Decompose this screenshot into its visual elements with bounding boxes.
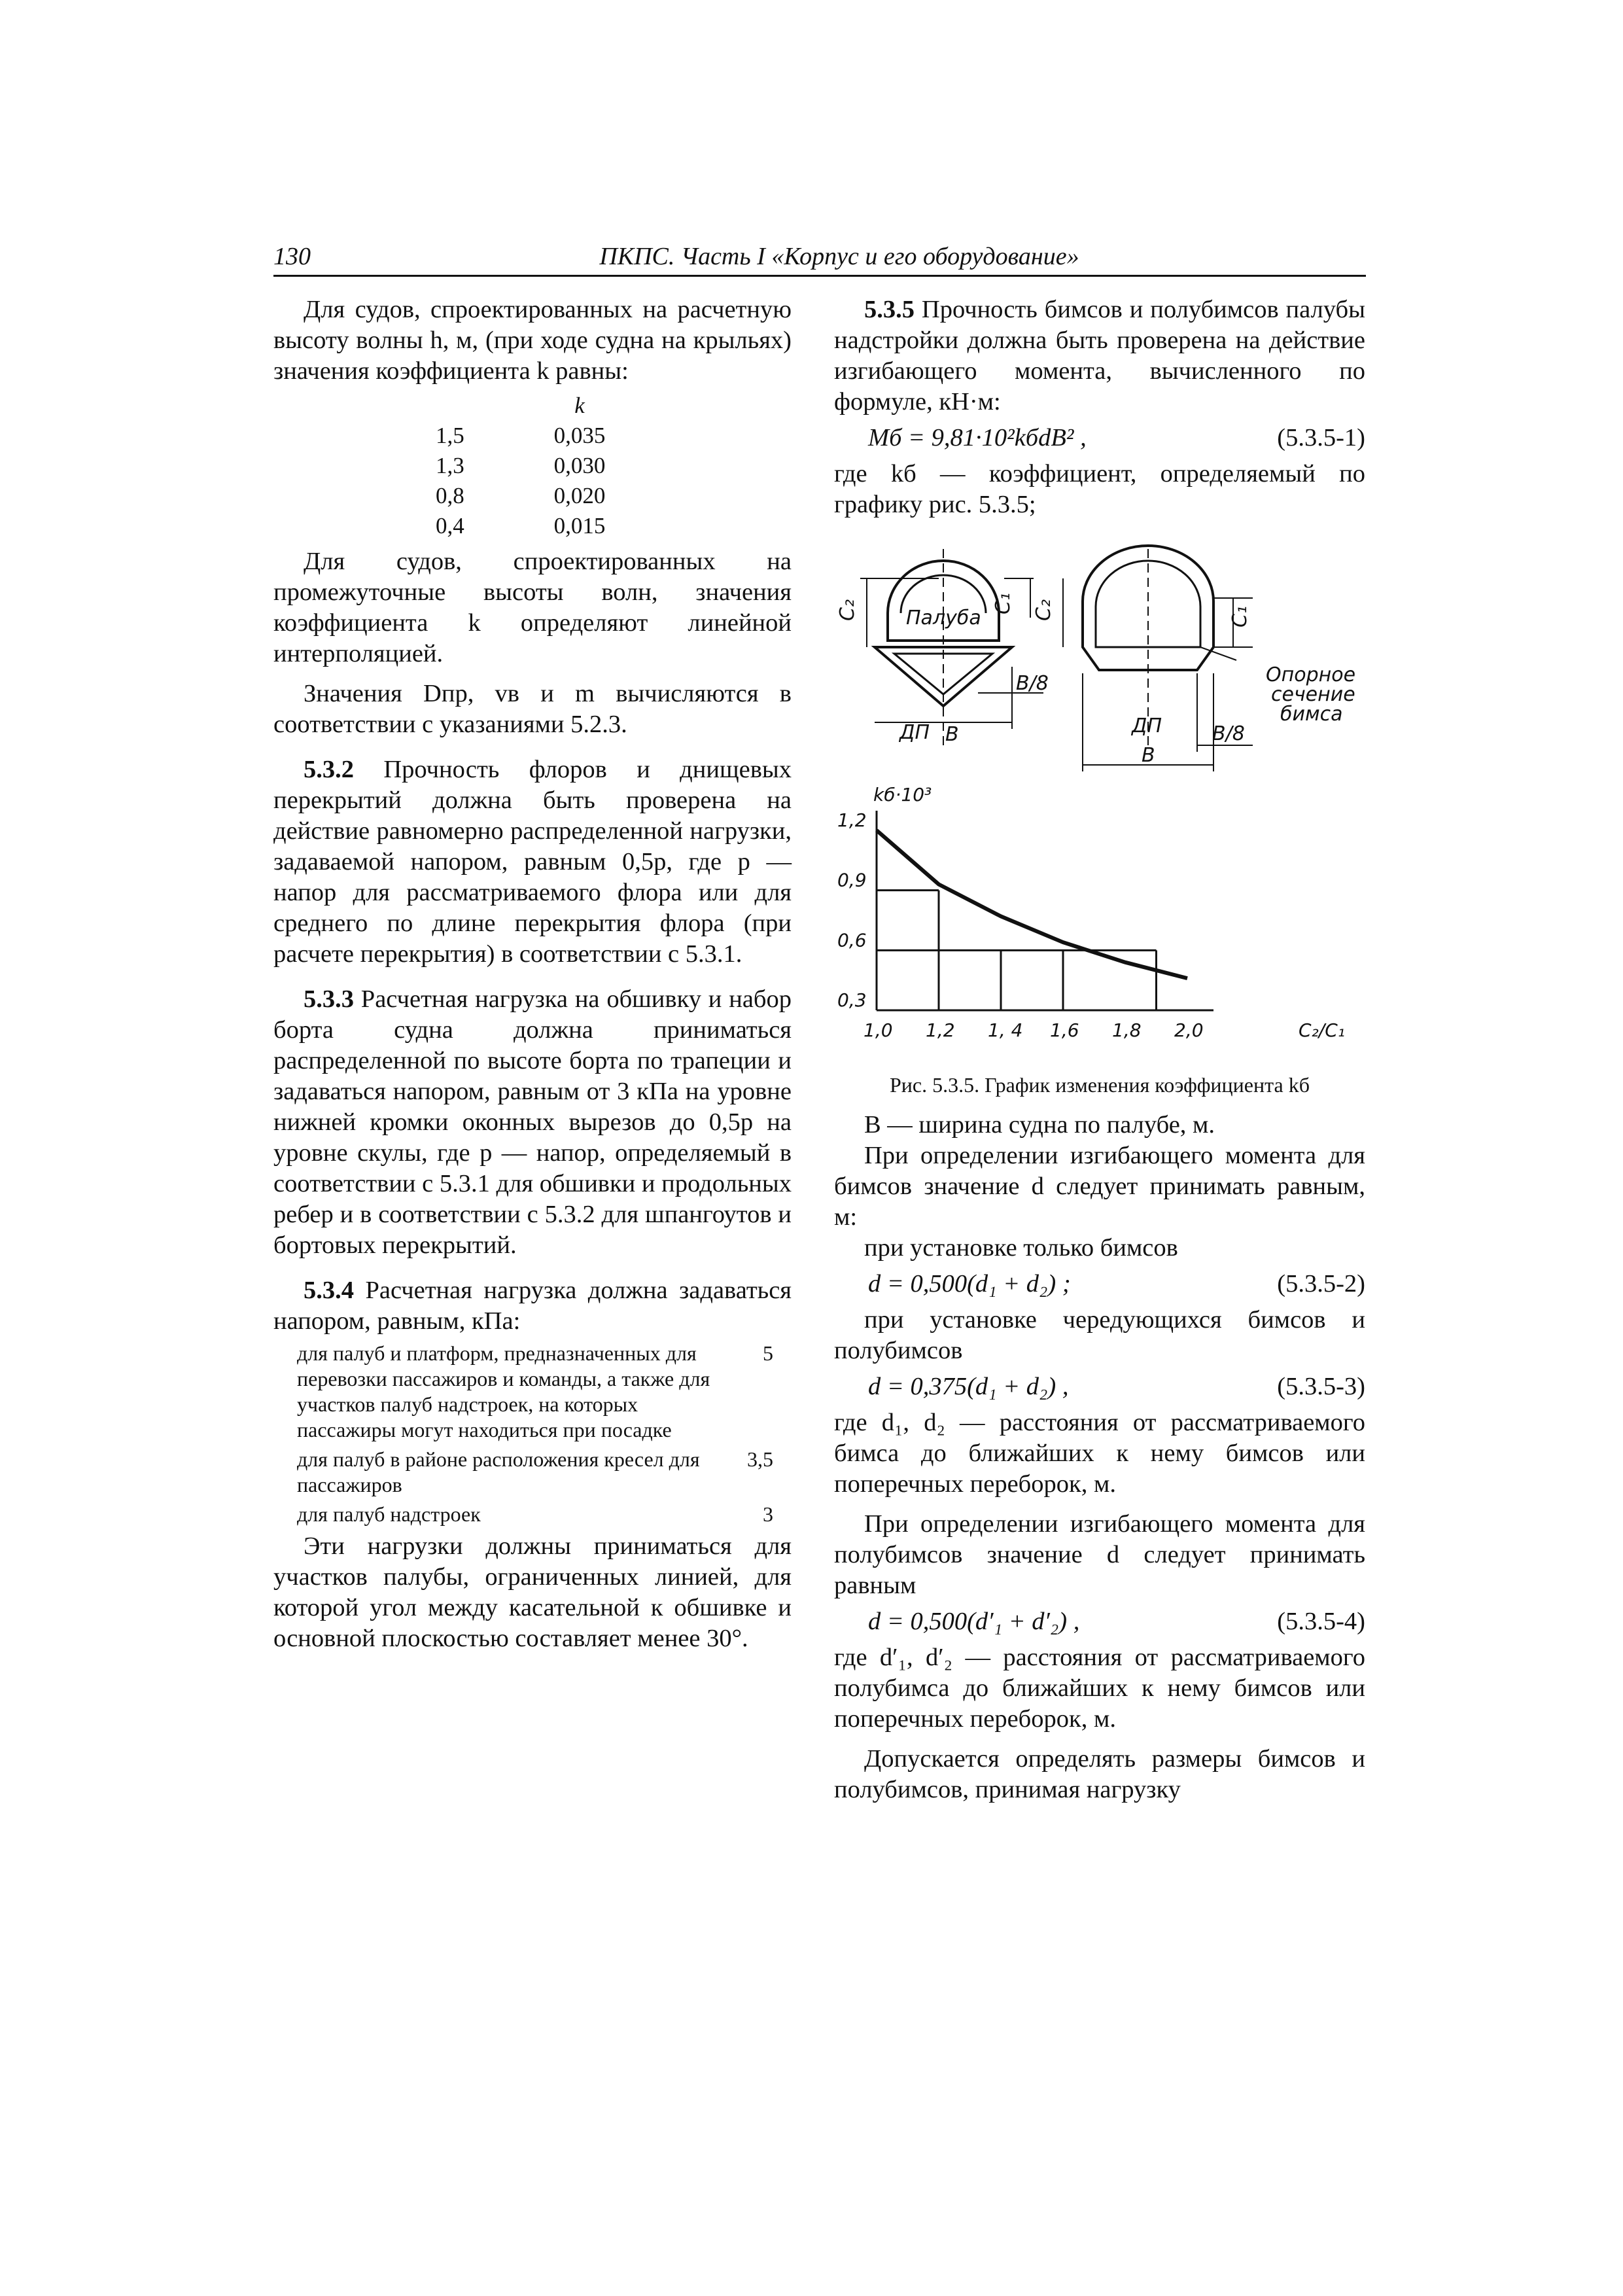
label-c2-left: C₂: [836, 599, 859, 621]
x-tick-label: 1,2: [926, 1019, 955, 1041]
label-bimsa: бимса: [1280, 703, 1343, 726]
kb-curve: [877, 830, 1187, 978]
label-c1-right: C₁: [1229, 606, 1251, 627]
x-tick-label: 1,6: [1050, 1019, 1079, 1041]
table-row: 0,4 0,015: [436, 513, 606, 539]
x-tick-label: 1,0: [864, 1019, 893, 1041]
load-list: [273, 1341, 792, 1527]
k-column-header: k: [574, 393, 585, 418]
label-dp-1: ДП: [899, 721, 930, 744]
x-tick-label: 1,8: [1112, 1019, 1142, 1041]
list-item: для палуб надстроек 3: [297, 1502, 773, 1526]
b-definition: B — ширина судна по палубе, м.: [864, 1111, 1215, 1139]
section-5-3-2: 5.3.2 Прочность флоров и днищевых перекрытий должна быть проверена на действие равномерно распределенной нагрузки, задаваемой напором, равным 0,5p, где p —напор для рассматриваемого флора или для среднего по длине перекрытия флора (при расчете перекрытия) в соответствии с 5.3.1.: [273, 756, 792, 968]
paragraph-final: Допускается определять размеры бимсов и полубимсов, принимая нагрузку: [834, 1745, 1365, 1803]
paragraph-bending-beams: При определении изгибающего момента для бимсов значение d следует принимать равным, м:: [834, 1142, 1365, 1231]
kb-chart: [837, 784, 1345, 1041]
table-row: 1,3 0,030: [436, 453, 606, 478]
section-5-3-3: 5.3.3 Расчетная нагрузка на обшивку и набор борта судна должна приниматься распределенной по высоте борта по трапеции и задаваться напором, равным от 3 кПа на уровне нижней кромки оконных вырезов до 0,5p на уровне скулы, где p — напор, определяемый в соответствии с 5.3.1 для обшивки и продольных ребер и в соответствии с 5.3.2 для шпангоутов и бортовых перекрытий.: [273, 985, 792, 1259]
figure-caption: Рис. 5.3.5. График изменения коэффициента kб: [890, 1073, 1310, 1097]
table-row: 0,8 0,020: [436, 483, 606, 508]
right-column: [834, 294, 1365, 1805]
equation-5-3-5-3: d = 0,375(d₁ + d₂) , (5.3.5-3): [868, 1373, 1365, 1400]
k-coefficient-table: [436, 391, 632, 541]
figure-5-3-5: [834, 529, 1365, 1066]
where-kb: где kб — коэффициент, определяемый по графику рис. 5.3.5;: [834, 460, 1365, 518]
label-b8-2: B/8: [1212, 722, 1245, 745]
label-opornoe: Опорное: [1266, 663, 1356, 686]
page-number: 130: [273, 243, 311, 270]
equation-5-3-5-4: d = 0,500(d′₁ + d′₂) , (5.3.5-4): [868, 1608, 1365, 1635]
where-d1-d2: где d₁, d₂ — расстояния от рассматриваемого бимса до ближайших к нему бимсов или поперечных переборок, м.: [834, 1409, 1365, 1498]
label-dp-2: ДП: [1132, 715, 1162, 737]
equation-5-3-5-2: d = 0,500(d₁ + d₂) ; (5.3.5-2): [868, 1270, 1365, 1298]
section-5-3-5: 5.3.5 Прочность бимсов и полубимсов палубы надстройки должна быть проверена на действие изгибающего момента, вычисленного по формуле, кН·м:: [834, 296, 1365, 415]
chart-ylabel: kб·10³: [873, 784, 932, 805]
label-b-2: B: [1142, 744, 1155, 767]
chart-xlabel: C₂/C₁: [1299, 1019, 1345, 1041]
section-5-3-4: 5.3.4 Расчетная нагрузка должна задаваться напором, равным, кПа:: [273, 1277, 792, 1335]
paragraph-only-beams: при установке только бимсов: [864, 1234, 1178, 1262]
y-tick-label: 0,6: [837, 929, 867, 951]
label-c1-left: C₁: [992, 593, 1015, 614]
y-tick-label: 0,9: [837, 869, 867, 891]
figure-drawing: [834, 529, 1365, 1066]
list-item: для палуб в районе расположения кресел для пассажиров 3,5: [297, 1447, 773, 1496]
running-title: ПКПС. Часть I «Корпус и его оборудование»: [599, 243, 1079, 270]
label-b8-1: B/8: [1016, 672, 1049, 695]
label-b-1: B: [945, 723, 959, 746]
paragraph-bending-half-beams: При определении изгибающего момента для полубимсов значение d следует принимать равным: [834, 1510, 1365, 1599]
where-d1p-d2p: где d′₁, d′₂ — расстояния от рассматриваемого полубимса до ближайших к нему бимсов или поперечных переборок, м.: [834, 1644, 1365, 1733]
label-paluba: Палуба: [906, 607, 981, 629]
label-sechenie: сечение: [1271, 683, 1355, 706]
left-column: [273, 294, 792, 1654]
paragraph-wave-height: Для судов, спроектированных на расчетную высоту волны h, м, (при ходе судна на крыльях) значения коэффициента k равны:: [273, 296, 792, 385]
page-header: [273, 242, 1366, 277]
paragraph-values: Значения Dпр, vв и m вычисляются в соответствии с указаниями 5.2.3.: [273, 680, 792, 738]
equation-5-3-5-1: Mб = 9,81·10²kбdB² , (5.3.5-1): [868, 424, 1365, 451]
y-tick-label: 0,3: [837, 989, 867, 1011]
paragraph-angle: Эти нагрузки должны приниматься для участков палубы, ограниченных линией, для которой угол между касательной к обшивке и основной плоскостью составляет менее 30°.: [273, 1532, 792, 1652]
paragraph-alternating: при установке чередующихся бимсов и полубимсов: [834, 1306, 1365, 1364]
x-tick-label: 1, 4: [988, 1019, 1023, 1041]
table-row: 1,5 0,035: [436, 423, 606, 448]
label-c2-right: C₂: [1032, 599, 1055, 621]
y-tick-label: 1,2: [837, 809, 867, 831]
paragraph-interpolation: Для судов, спроектированных на промежуточные высоты волн, значения коэффициента k определяют линейной интерполяцией.: [273, 548, 792, 667]
list-item: для палуб и платформ, предназначенных для перевозки пассажиров и команды, а также для участков палуб надстроек, на которых пассажиры могут находиться при посадке 5: [297, 1341, 773, 1441]
x-tick-label: 2,0: [1174, 1019, 1204, 1041]
